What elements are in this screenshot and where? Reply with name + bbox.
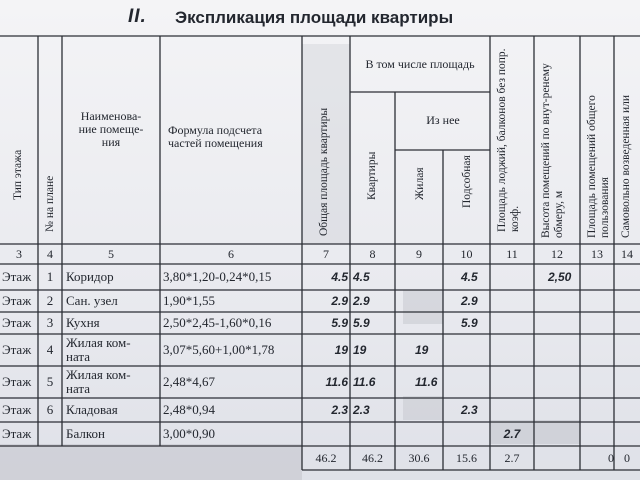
room-name-cell [66,312,160,334]
loggia-sum: 2.7 [504,450,520,465]
total-area-cell: 2.3 [331,403,348,417]
column-number: 4 [47,246,53,261]
room-name-cont: ната [66,349,91,364]
formula-cell: 2,48*4,67 [163,374,215,389]
height-cell [534,334,594,366]
total-area-cell: 4.5 [331,270,348,284]
floor-cell: Этаж [2,342,32,357]
living-area-cell: 11.6 [415,375,438,389]
header-unauthorized: Самовольно возведенная или [620,94,632,238]
floor-cell: Этаж [2,269,32,284]
total-area-cell: 19 [334,343,348,357]
plan-number-cell: 2 [46,293,54,308]
floor-cell: Этаж [2,293,32,308]
column-number: 10 [460,246,473,261]
unauthorized-sum: 0 [624,450,630,465]
total-sum: 46.2 [315,450,337,465]
header-loggia: Площадь лоджий, балконов без попр. коэф. [496,48,521,232]
loggia-area-cell [490,264,534,290]
auxiliary-area-cell: 5.9 [461,316,478,330]
total-area-cell: 11.6 [325,375,348,389]
column-number: 11 [506,246,518,261]
header-total-area: Общая площадь квартиры [318,107,330,236]
apartment-area-cell: 5.9 [353,316,370,330]
column-number: 7 [323,246,329,261]
height-cell: 2,50 [548,270,572,284]
header-incl-area: В том числе площадь [365,57,475,71]
room-name-cell [66,398,160,422]
auxiliary-sum: 15.6 [456,450,477,465]
plan-number-cell [38,422,62,446]
floor-cell: Этаж [2,402,32,417]
living-sum: 30.6 [408,450,430,465]
header-room-name: Наименова- ние помеще- ния [78,109,144,149]
header-of-which: Из нее [426,113,460,127]
plan-number-cell: 5 [46,374,54,389]
height-cell [534,422,594,446]
apartment-area-cell: 11.6 [353,375,376,389]
room-name: Кухня [66,315,100,330]
loggia-area-cell [490,290,534,312]
loggia-area-cell [490,366,534,398]
room-name: Жилая ком- [66,367,131,382]
room-name-cell [66,264,160,290]
height-cell [534,312,594,334]
total-area-cell: 2.9 [331,294,348,308]
plan-number-cell: 1 [46,269,54,284]
room-name-cell [66,334,160,366]
floor-cell: Этаж [2,426,32,441]
height-cell [534,290,594,312]
formula-cell: 3,07*5,60+1,00*1,78 [163,342,275,357]
column-number: 3 [16,246,22,261]
total-area-cell [302,422,348,446]
apartment-area-cell: 19 [353,343,367,357]
room-name: Сан. узел [66,293,118,308]
column-number: 9 [416,246,422,261]
room-name-cont: ната [66,381,91,396]
header-living: Жилая [414,167,426,200]
room-name-cell [66,290,160,312]
room-name: Кладовая [66,402,118,417]
column-number: 12 [551,246,563,261]
plan-number-cell: 3 [46,315,54,330]
section-number: II. [128,6,147,27]
apartment-area-cell: 4.5 [353,270,370,284]
loggia-area-cell: 2.7 [503,427,521,441]
header-plan-number: № на плане [44,175,56,232]
room-name: Коридор [66,269,114,284]
apartment-area-cell: 2.9 [353,294,370,308]
loggia-area-cell [490,312,534,334]
formula-cell: 1,90*1,55 [163,293,215,308]
header-height: Высота помещений по внут-ренему обмеру, м [540,63,565,238]
column-number: 5 [108,246,114,261]
column-number: 14 [621,246,633,261]
column-number: 13 [591,246,603,261]
formula-cell: 2,50*2,45-1,60*0,16 [163,315,272,330]
formula-cell: 3,80*1,20-0,24*0,15 [163,269,272,284]
apartment-area-cell: 2.3 [353,403,370,417]
formula-cell: 3,00*0,90 [163,426,215,441]
room-name-cell [66,366,160,398]
apartment-area-cell [353,422,395,446]
room-name: Жилая ком- [66,335,131,350]
plan-number-cell: 6 [46,402,54,417]
room-name: Балкон [66,426,105,441]
total-area-cell: 5.9 [331,316,348,330]
plan-number-cell: 4 [46,342,54,357]
floor-cell: Этаж [2,315,32,330]
auxiliary-area-cell: 4.5 [461,270,478,284]
header-common: Площадь помещений общего пользования [586,95,611,238]
height-cell [534,398,594,422]
header-apartment: Квартиры [366,151,378,200]
formula-cell: 2,48*0,94 [163,402,215,417]
auxiliary-area-cell: 2.9 [461,294,478,308]
column-number: 6 [228,246,234,261]
header-floor-type: Тип этажа [12,149,24,200]
room-name-cell [66,422,160,446]
common-sum: 0 [608,450,614,465]
floor-cell: Этаж [2,374,32,389]
header-formula: Формула подсчета частей помещения [168,123,263,150]
height-cell [534,366,594,398]
loggia-area-cell [490,398,534,422]
living-area-cell: 19 [415,343,429,357]
column-number: 8 [369,246,376,261]
page-title: Экспликация площади квартиры [175,8,454,27]
apartment-sum: 46.2 [362,450,383,465]
auxiliary-area-cell: 2.3 [461,403,478,417]
loggia-area-cell [490,334,534,366]
header-auxiliary: Подсобная [461,155,473,208]
